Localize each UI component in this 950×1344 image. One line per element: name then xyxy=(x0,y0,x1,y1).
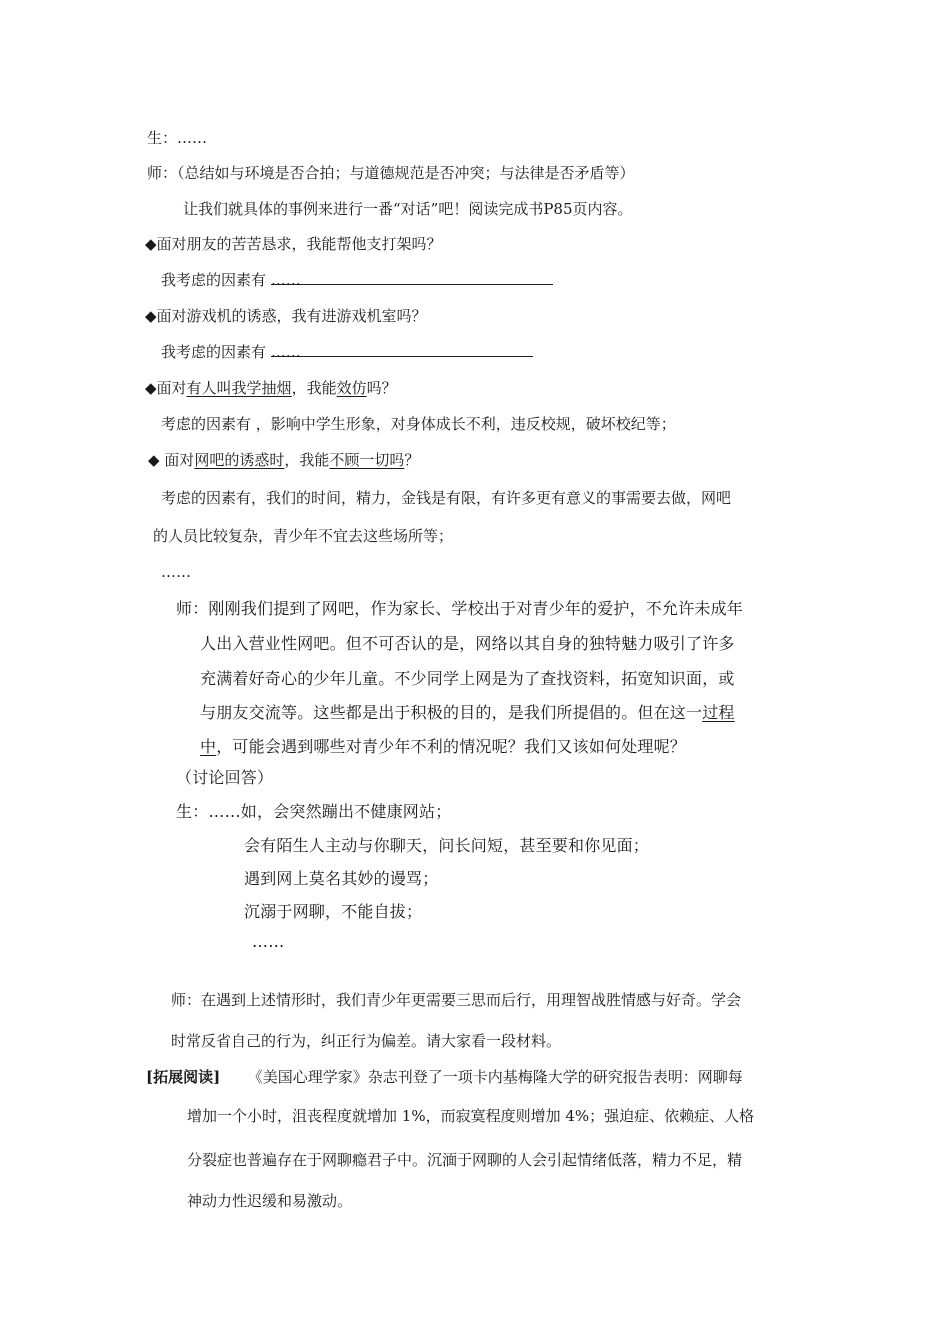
question-smoking: ◆面对有人叫我学抽烟，我能效仿吗？ xyxy=(145,379,397,397)
student-answer-4: 沉溺于网聊，不能自拔； xyxy=(244,902,423,921)
factors-label: 我考虑的因素有 xyxy=(161,271,267,289)
teacher-para-2: 人出入营业性网吧。但不可否认的是，网络以其自身的独特魅力吸引了许多 xyxy=(200,634,735,653)
reading-instruction: 让我们就具体的事例来进行一番“对话”吧！阅读完成书P85页内容。 xyxy=(183,200,633,218)
student-answer-1: 生：……如，会突然蹦出不健康网站； xyxy=(176,802,452,821)
teacher-para-5: 中，可能会遇到哪些对青少年不利的情况呢？我们又该如何处理呢？ xyxy=(200,737,687,756)
student-line-1: 生：…… xyxy=(147,129,208,147)
question-internet-cafe: ◆ 面对网吧的诱惑时，我能不顾一切吗？ xyxy=(148,451,420,469)
extended-reading-line-4: 神动力性迟缓和易激动。 xyxy=(187,1192,353,1210)
student-answer-3: 遇到网上莫名其妙的谩骂； xyxy=(244,869,439,888)
question-arcade: ◆面对游戏机的诱惑，我有进游戏机室吗？ xyxy=(145,307,427,325)
teacher-para-1: 师：刚刚我们提到了网吧，作为家长、学校出于对青少年的爱护，不允许未成年 xyxy=(176,599,744,618)
student-answer-ellipsis: …… xyxy=(252,932,285,951)
factors-smoking: 考虑的因素有 ，影响中学生形象，对身体成长不利，违反校规，破坏校纪等； xyxy=(161,415,676,433)
teacher-summary: 师：（总结如与环境是否合拍；与道德规范是否冲突；与法律是否矛盾等） xyxy=(147,164,635,182)
extended-reading-line-1: [拓展阅读] 《美国心理学家》杂志刊登了一项卡内基梅隆大学的研究报告表明：网聊每 xyxy=(146,1068,743,1086)
teacher-conclusion-1: 师：在遇到上述情形时，我们青少年更需要三思而后行，用理智战胜情感与好奇。学会 xyxy=(171,991,742,1009)
extended-reading-label: [拓展阅读] xyxy=(146,1068,221,1086)
factors-label: 我考虑的因素有 xyxy=(161,343,267,361)
question-fight: ◆面对朋友的苦苦恳求，我能帮他支打架吗？ xyxy=(145,235,442,253)
discussion-note: （讨论回答） xyxy=(176,768,274,787)
teacher-para-4: 与朋友交流等。这些都是出于积极的目的，是我们所提倡的。但在这一过程 xyxy=(200,703,735,722)
ellipsis: …… xyxy=(161,563,191,581)
teacher-conclusion-2: 时常反省自己的行为，纠正行为偏差。请大家看一段材料。 xyxy=(171,1032,562,1050)
extended-reading-line-3: 分裂症也普遍存在于网聊瘾君子中。沉湎于网聊的人会引起情绪低落，精力不足，精 xyxy=(187,1151,743,1169)
answer-blank: …… xyxy=(271,270,553,285)
factors-line-2 xyxy=(161,342,533,362)
factors-line-1 xyxy=(161,270,553,290)
factors-internet-cafe-2: 的人员比较复杂，青少年不宜去这些场所等； xyxy=(153,527,454,545)
teacher-para-3: 充满着好奇心的少年儿童。不少同学上网是为了查找资料，拓宽知识面，或 xyxy=(200,669,735,688)
factors-internet-cafe-1: 考虑的因素有，我们的时间，精力，金钱是有限，有许多更有意义的事需要去做，网吧 xyxy=(161,489,732,507)
extended-reading-line-2: 增加一个小时，沮丧程度就增加 1%，而寂寞程度则增加 4%；强迫症、依赖症、人格 xyxy=(187,1107,755,1125)
answer-blank: …… xyxy=(271,342,533,357)
student-answer-2: 会有陌生人主动与你聊天，问长问短，甚至要和你见面； xyxy=(244,836,650,855)
